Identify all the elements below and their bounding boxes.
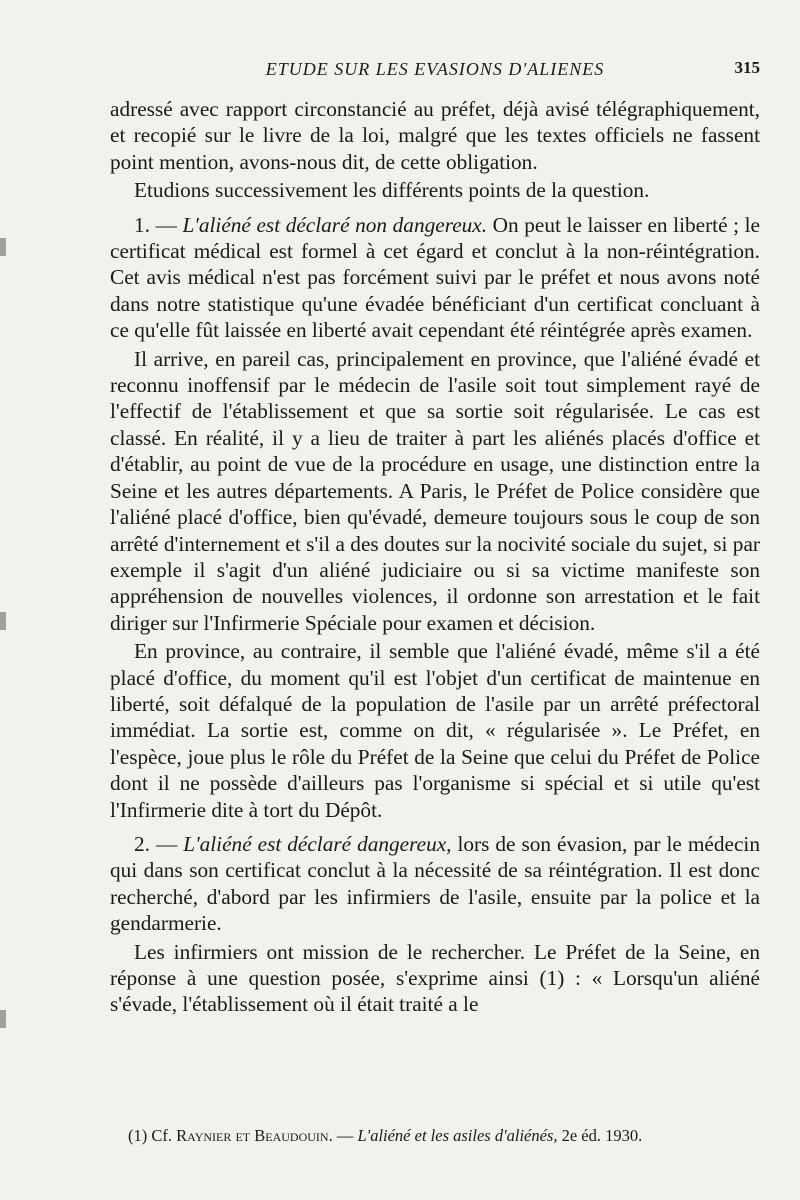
footnote-title: L'aliéné et les asiles d'aliénés, <box>357 1126 558 1145</box>
margin-mark <box>0 1010 6 1028</box>
footnote-text <box>110 1124 760 1148</box>
footnote <box>110 1124 760 1148</box>
footnote-dash: — <box>332 1126 358 1145</box>
paragraph: Etudions successivement les différents points de la question. <box>134 178 650 203</box>
section-heading: L'aliéné est déclaré dangereux, <box>183 831 452 856</box>
running-title: ETUDE SUR LES EVASIONS D'ALIENES <box>265 58 605 79</box>
page-number: 315 <box>734 58 760 77</box>
paragraph-text: On peut le laisser en liberté ; le certificat médical est formel à cet égard et conclut à la non-réintégration. Cet avis médical n'est pas forcément suivi par le préfet et nous avons noté dans notre statistique qu'une évadée bénéficiant d'un certificat concluant à ce qu'elle fût laissée en liberté avait cependant été réintégrée après examen. <box>110 212 760 343</box>
margin-mark <box>0 238 6 256</box>
running-header <box>110 56 760 82</box>
section-heading: L'aliéné est déclaré non dangereux. <box>182 212 488 237</box>
paragraph <box>110 212 760 344</box>
paragraph: Il arrive, en pareil cas, principalement en province, que l'aliéné évadé et reconnu inoffensif par le médecin de l'asile soit tout simplement rayé de l'effectif de l'établissement et que sa sortie soit régularisée. Le cas est classé. En réalité, il y a lieu de traiter à part les aliénés placés d'office et d'établir, au point de vue de la procédure en usage, une distinction entre la Seine et les autres départements. A Paris, le Préfet de Police considère que l'aliéné placé d'office, bien qu'évadé, demeure toujours sous le coup de son arrêté d'internement et s'il a des doutes sur la nocivité sociale du sujet, si par exemple il s'agit d'un aliéné judiciaire ou si sa victime manifeste son appréhension de nouvelles violences, il ordonne son arrestation et le fait diriger sur l'Infirmerie Spéciale pour examen et décision. <box>110 346 760 635</box>
body-text <box>110 96 760 1020</box>
footnote-edition: 2e éd. 1930. <box>557 1126 643 1145</box>
section-number: 1. — <box>134 212 183 237</box>
footnote-authors: Raynier et Beaudouin. <box>176 1126 333 1145</box>
paragraph <box>110 831 760 937</box>
section-number: 2. — <box>134 831 184 856</box>
footnote-marker: (1) Cf. <box>128 1126 177 1145</box>
paragraph: En province, au contraire, il semble que l'aliéné évadé, même s'il a été placé d'office, du moment qu'il est l'objet d'un certificat de maintenue en liberté, soit défalqué de la population de l'asile par un arrêté préfectoral immédiat. La sortie est, comme on dit, « régularisée ». Le Préfet, en l'espèce, joue plus le rôle du Préfet de la Seine que celui du Préfet de Police dont il ne possède d'ailleurs pas l'organisme si spécial et si utile qu'est l'Infirmerie dite à tort du Dépôt. <box>110 639 760 822</box>
margin-mark <box>0 612 6 630</box>
paragraph: adressé avec rapport circonstancié au préfet, déjà avisé télégraphiquement, et recopié sur le livre de la loi, malgré que les textes officiels ne fassent point mention, avons-nous dit, de cette obligation. <box>110 97 760 174</box>
paragraph: Les infirmiers ont mission de le rechercher. Le Préfet de la Seine, en réponse à une question posée, s'exprime ainsi (1) : « Lorsqu'un aliéné s'évade, l'établissement où il était traité a le <box>110 939 760 1017</box>
paragraph-text: lors de son évasion, par le médecin qui dans son certificat conclut à la nécessité de sa réintégration. Il est donc recherché, d'abord par les infirmiers de l'asile, ensuite par la police et la gendarmerie. <box>110 831 760 936</box>
